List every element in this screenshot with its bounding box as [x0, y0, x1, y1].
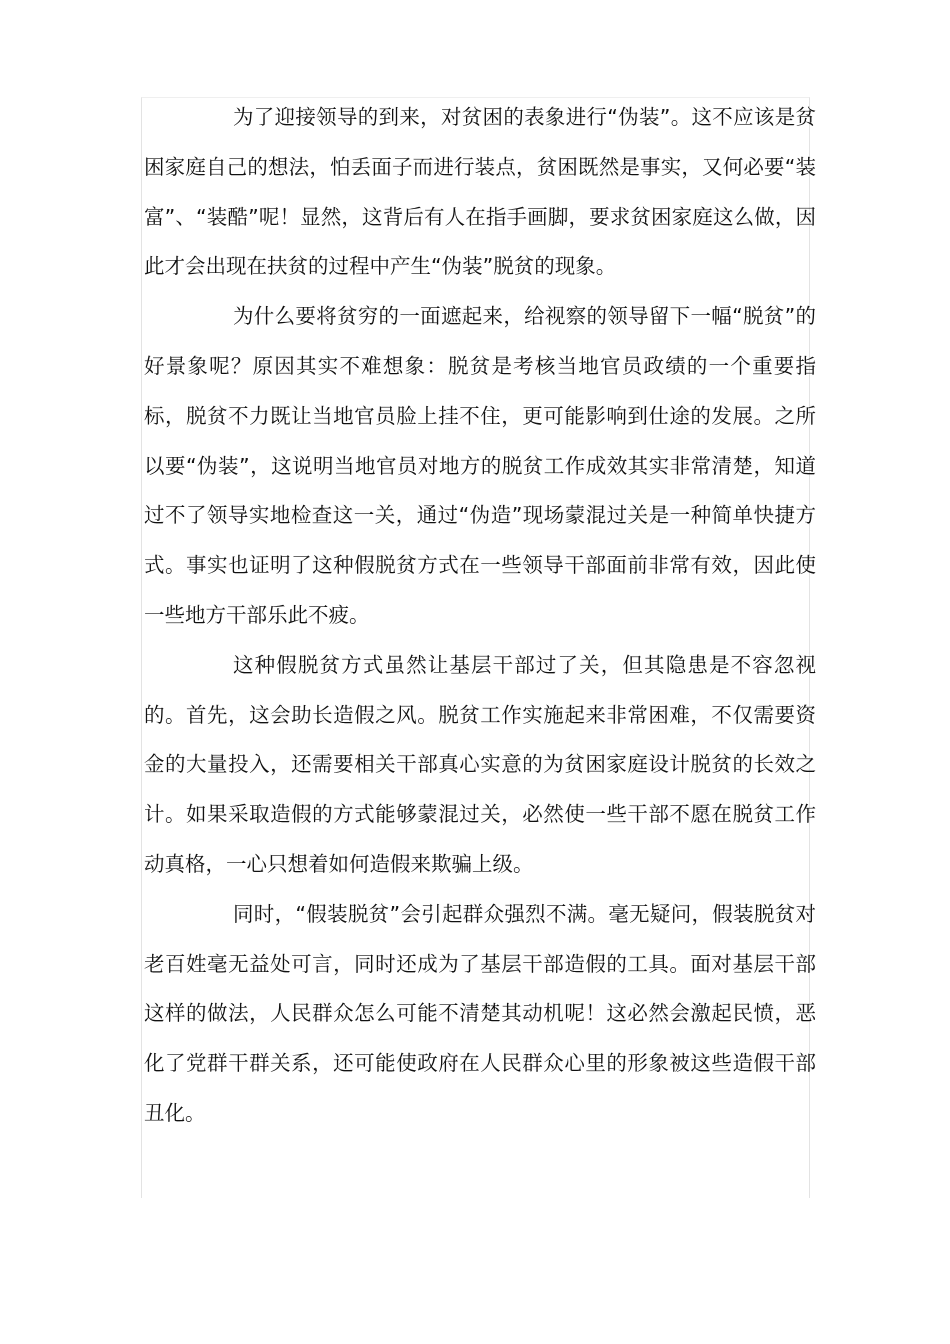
paragraph: 这种假脱贫方式虽然让基层干部过了关，但其隐患是不容忽视的。首先，这会助长造假之风。脱贫工作实施起来非常困难，不仅需要资金的大量投入，还需要相关干部真心实意的为贫困家庭设计脱贫的长效之计。如果采取造假的方式能够蒙混过关，必然使一些干部不愿在脱贫工作动真格，一心只想着如何造假来欺骗上级。: [144, 652, 816, 876]
paragraph: 为什么要将贫穷的一面遮起来，给视察的领导留下一幅“脱贫”的好景象呢？原因其实不难想象：脱贫是考核当地官员政绩的一个重要指标，脱贫不力既让当地官员脸上挂不住，更可能影响到仕途的发展。之所以要“伪装”，这说明当地官员对地方的脱贫工作成效其实非常清楚，知道过不了领导实地检查这一关，通过“伪造”现场蒙混过关是一种简单快捷方式。事实也证明了这种假脱贫方式在一些领导干部面前非常有效，因此使一些地方干部乐此不疲。: [144, 304, 816, 627]
paragraph: 同时，“假装脱贫”会引起群众强烈不满。毫无疑问，假装脱贫对老百姓毫无益处可言，同时还成为了基层干部造假的工具。面对基层干部这样的做法，人民群众怎么可能不清楚其动机呢！这必然会激起民愤，恶化了党群干群关系，还可能使政府在人民群众心里的形象被这些造假干部丑化。: [144, 901, 816, 1125]
document-body: [144, 93, 816, 1139]
paragraph: 为了迎接领导的到来，对贫困的表象进行“伪装”。这不应该是贫困家庭自己的想法，怕丢面子而进行装点，贫困既然是事实，又何必要“装富”、“装酷”呢！显然，这背后有人在指手画脚，要求贫困家庭这么做，因此才会出现在扶贫的过程中产生“伪装”脱贫的现象。: [144, 105, 816, 279]
